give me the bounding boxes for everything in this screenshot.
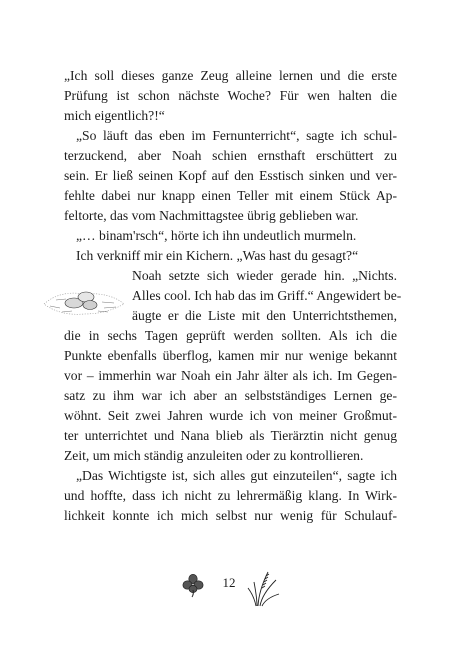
text-line: feltorte, das vom Nachmittagstee übrig geblieben war. [64,208,359,223]
text-line: „So läuft das eben im Fernunterricht“, sagte ich schul- [76,128,397,143]
text-line: Punkte ebenfalls überflog, kamen mir nur wenige bekannt [64,348,397,363]
text-line: mich eigentlich?!“ [64,108,165,123]
text-line: vor – immerhin war Noah ein Jahr älter als ich. Im Gegen- [64,368,397,383]
text-line: satz zu ihm war ich aber an selbstständiges Lernen ge- [64,388,397,403]
text-line: Zeit, um mich ständig anzuleiten oder zu kontrollieren. [64,448,364,463]
text-line: lichkeit konnte ich mich selbst nur wenig für Schulauf- [64,508,397,523]
text-line: und hoffte, dass ich nicht zu lehrermäßig klang. In Wirk- [64,488,397,503]
text-line: „Ich soll dieses ganze Zeug alleine lernen und die erste [64,68,397,83]
text-line: fehlte dabei nur knapp einen Teller mit einem Stück Ap- [64,188,397,203]
text-line: Noah setzte sich wieder gerade hin. „Nichts. [132,268,397,283]
text-line: ter unterrichtet und Nana blieb als Tierärztin nicht genug [64,428,397,443]
text-line: „… binam'rsch“, hörte ich ihn undeutlich murmeln. [76,228,357,243]
text-line: terzuckend, aber Noah schien ernsthaft erschüttert zu [64,148,397,163]
text-line: „Das Wichtigste ist, sich alles gut einzuteilen“, sagte ich [76,468,397,483]
text-line: sein. Er ließ seinen Kopf auf den Esstisch sinken und ver- [64,168,397,183]
clover-icon [180,572,206,598]
text-line: äugte er die Liste mit den Unterrichtsthemen, [132,308,397,323]
text-line: die in sechs Tagen geprüft werden sollten. Als ich die [64,328,397,343]
text-line: wöhnt. Seit zwei Jahren wurde ich von meiner Großmut- [64,408,397,423]
grass-icon [246,568,280,608]
stones-illustration [40,278,128,318]
page-number: 12 [222,575,236,590]
text-line: Prüfung ist schon nächste Woche? Für wen halten die [64,88,397,103]
text-line: Alles cool. Ich hab das im Griff.“ Angewidert be- [132,288,402,303]
text-line: Ich verkniff mir ein Kichern. „Was hast du gesagt?“ [76,248,359,263]
page-footer [176,568,280,612]
